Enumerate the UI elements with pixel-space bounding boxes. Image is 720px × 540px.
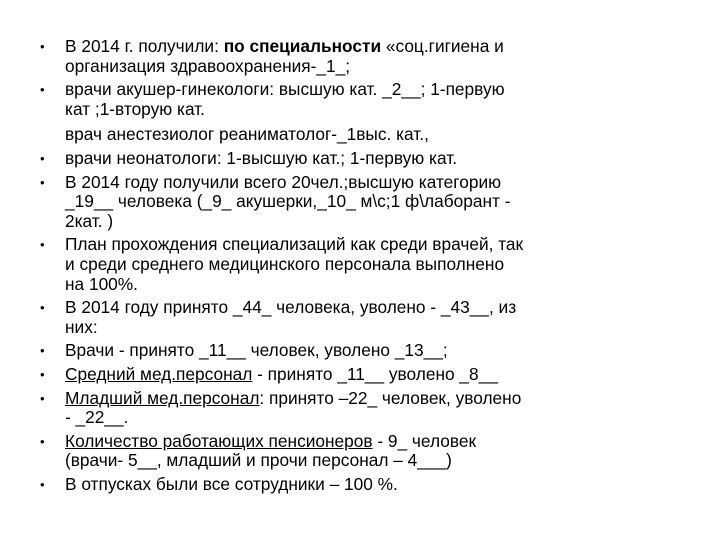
text-segment: В 2014 году получили всего 20чел.;высшую категорию — [65, 171, 502, 192]
text-segment: на 100%. — [65, 273, 138, 294]
bullet-dot-icon: • — [40, 390, 45, 406]
text-segment: и среди среднего медицинского персонала выполнено — [65, 253, 505, 274]
text-segment: Врачи - принято _11__ человек, уволено _13__; — [65, 340, 448, 361]
text-segment: - 9_ человек — [372, 430, 477, 451]
text-line — [65, 365, 600, 385]
text-line — [65, 451, 600, 471]
bullet-dot-icon: • — [40, 174, 45, 190]
text-line — [65, 318, 600, 338]
text-segment: них: — [65, 316, 98, 337]
text-line — [65, 275, 600, 295]
bullet-list — [40, 37, 600, 498]
text-line — [65, 212, 600, 232]
text-line — [65, 255, 600, 275]
bullet-dot-icon: • — [40, 366, 45, 382]
bullet-dot-icon: • — [40, 433, 45, 449]
list-item — [40, 235, 600, 294]
text-line — [65, 57, 600, 77]
list-item — [40, 341, 600, 361]
list-item — [40, 389, 600, 428]
text-segment: 2кат. ) — [65, 210, 114, 231]
bullet-dot-icon: • — [40, 476, 45, 492]
text-segment: организация здравоохранения-_1_; — [65, 55, 351, 76]
text-segment: _19__ человека (_9_ акушерки,_10_ м\с;1 ф\лаборант - — [65, 191, 511, 212]
text-segment: - _22__. — [65, 407, 129, 428]
text-segment: В 2014 году принято _44_ человека, уволено - _43__, из — [65, 297, 517, 318]
list-item — [40, 298, 600, 337]
text-line — [65, 298, 600, 318]
bullet-dot-icon: • — [40, 39, 45, 54]
continuation-line: врач анестезиолог реаниматолог-_1выс. кат., — [65, 124, 429, 145]
list-item — [40, 149, 600, 169]
text-line — [65, 408, 600, 428]
list-item — [40, 432, 600, 471]
underlined-term: Средний мед.персонал — [65, 363, 253, 384]
text-line — [65, 80, 600, 100]
bold-term: по специальности — [223, 36, 382, 56]
text-line — [65, 432, 600, 452]
text-segment: врачи акушер-гинекологи: высшую кат. _2__; 1-первую — [65, 79, 505, 100]
text-line — [65, 341, 600, 361]
text-line — [65, 37, 600, 57]
text-segment: «соц.гигиена и — [381, 36, 504, 56]
text-segment: В 2014 г. получили: — [65, 36, 224, 56]
text-segment: врачи неонатологи: 1-высшую кат.; 1-первую кат. — [65, 147, 457, 168]
text-segment: В отпусках были все сотрудники – 100 %. — [65, 473, 398, 494]
text-segment: План прохождения специализаций как среди врачей, так — [65, 234, 524, 255]
list-item — [40, 475, 600, 495]
underlined-term: Количество работающих пенсионеров — [65, 430, 373, 451]
bullet-dot-icon: • — [40, 237, 45, 253]
list-item — [40, 173, 600, 232]
list-item — [40, 37, 600, 76]
bullet-dot-icon: • — [40, 343, 45, 359]
text-line — [65, 235, 600, 255]
text-line — [65, 100, 600, 120]
text-line — [65, 173, 600, 193]
bullet-dot-icon: • — [40, 150, 45, 166]
text-segment: : принято –22_ человек, уволено — [259, 387, 522, 408]
list-item — [40, 365, 600, 385]
bullet-dot-icon: • — [40, 300, 45, 316]
underlined-term: Младший мед.персонал — [65, 387, 260, 408]
bullet-dot-icon: • — [40, 82, 45, 98]
list-item — [40, 80, 600, 145]
text-line — [65, 192, 600, 212]
text-segment: - принято _11__ уволено _8__ — [252, 363, 498, 384]
text-segment: (врачи- 5__, младший и прочи персонал – 4___) — [65, 450, 452, 471]
text-line — [65, 389, 600, 409]
text-segment: кат ;1-вторую кат. — [65, 98, 205, 119]
text-line — [65, 149, 600, 169]
text-line — [65, 475, 600, 495]
